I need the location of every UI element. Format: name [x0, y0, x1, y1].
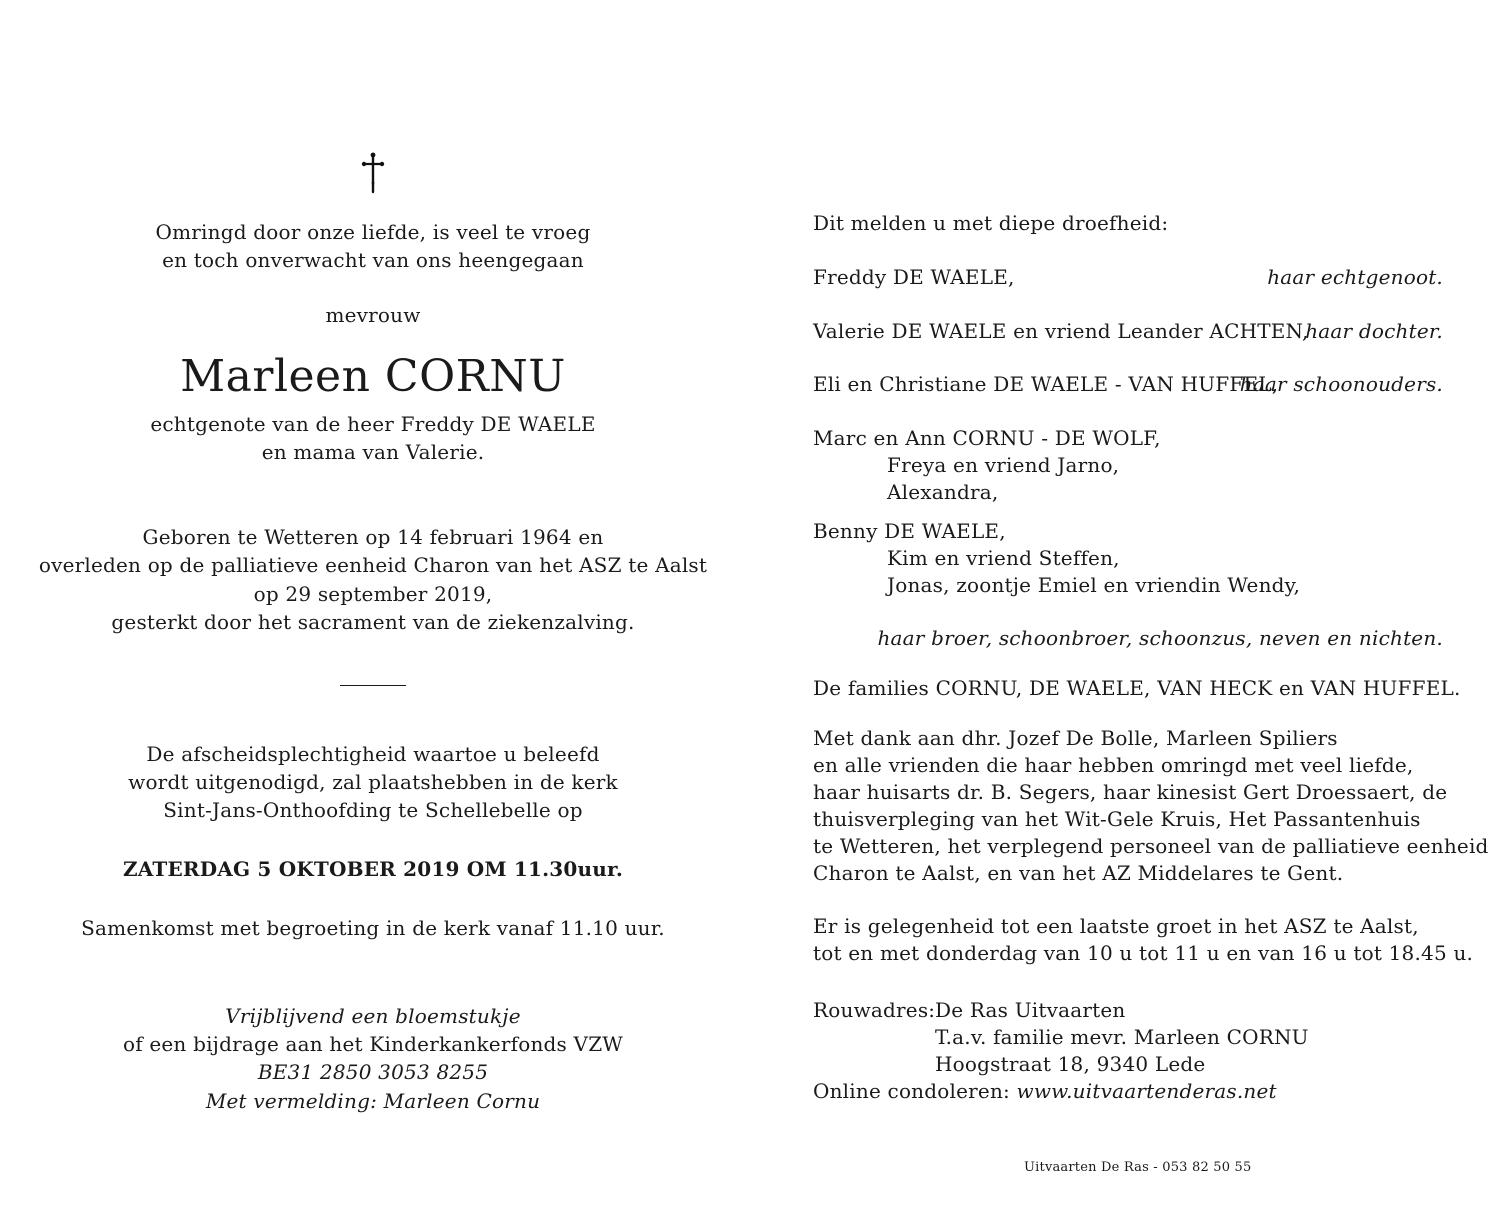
families-line: De families CORNU, DE WAELE, VAN HECK en VAN HUFFEL.	[813, 676, 1461, 700]
mourner-relation: haar dochter.	[1305, 319, 1443, 343]
announcement: Dit melden u met diepe droefheid:	[813, 211, 1169, 235]
donation-line-2: of een bijdrage aan het Kinderkankerfonds VZW	[122, 1032, 624, 1056]
thanks-line: te Wetteren, het verplegend personeel van de palliatieve eenheid	[813, 834, 1489, 858]
intro-line-2: en toch onverwacht van ons heengegaan	[162, 248, 584, 272]
ceremony-date: ZATERDAG 5 OKTOBER 2019 OM 11.30uur.	[122, 857, 624, 881]
thanks-line: haar huisarts dr. B. Segers, haar kinesist Gert Droessaert, de	[813, 780, 1448, 804]
thanks-line: Charon te Aalst, en van het AZ Middelares te Gent.	[813, 861, 1344, 885]
birth-death-line-3: op 29 september 2019,	[253, 582, 493, 606]
intro-line-1: Omringd door onze liefde, is veel te vroeg	[155, 220, 591, 244]
family-child: Jonas, zoontje Emiel en vriendin Wendy,	[887, 573, 1301, 597]
footer-contact: Uitvaarten De Ras - 053 82 50 55	[1024, 1160, 1252, 1175]
spouse-line-2: en mama van Valerie.	[261, 440, 485, 464]
mourner-relation: haar echtgenoot.	[1267, 265, 1443, 289]
family-child: Freya en vriend Jarno,	[887, 453, 1120, 477]
address-line: T.a.v. familie mevr. Marleen CORNU	[935, 1025, 1309, 1049]
siblings-relation: haar broer, schoonbroer, schoonzus, neven en nichten.	[877, 626, 1443, 650]
ceremony-line-1: De afscheidsplechtigheid waartoe u beleefd	[146, 742, 600, 766]
address-line: Hoogstraat 18, 9340 Lede	[935, 1052, 1206, 1076]
thanks-line: en alle vrienden die haar hebben omringd met veel liefde,	[813, 753, 1414, 777]
family-child: Kim en vriend Steffen,	[887, 546, 1120, 570]
family-child: Alexandra,	[887, 480, 999, 504]
farewell-line-1: Er is gelegenheid tot een laatste groet in het ASZ te Aalst,	[813, 914, 1419, 938]
mourner-name: Eli en Christiane DE WAELE - VAN HUFFEL,	[813, 372, 1279, 396]
mourner-relation: haar schoonouders.	[1239, 372, 1443, 396]
birth-death-line-2: overleden op de palliatieve eenheid Charon van het ASZ te Aalst	[38, 553, 708, 577]
thanks-line: thuisverpleging van het Wit-Gele Kruis, Het Passantenhuis	[813, 807, 1421, 831]
spouse-line-1: echtgenote van de heer Freddy DE WAELE	[150, 412, 596, 436]
farewell-line-2: tot en met donderdag van 10 u tot 11 u en van 16 u tot 18.45 u.	[813, 941, 1474, 965]
thanks-line: Met dank aan dhr. Jozef De Bolle, Marleen Spiliers	[813, 726, 1338, 750]
ceremony-line-2: wordt uitgenodigd, zal plaatshebben in de kerk	[128, 770, 618, 794]
mourner-name: Valerie DE WAELE en vriend Leander ACHTEN,	[813, 319, 1309, 343]
online-url-link[interactable]: www.uitvaartenderas.net	[1016, 1079, 1277, 1103]
online-condolence	[813, 1077, 1277, 1105]
gathering-info: Samenkomst met begroeting in de kerk vanaf 11.10 uur.	[81, 916, 665, 940]
address-label: Rouwadres:	[813, 998, 936, 1022]
address-line: De Ras Uitvaarten	[935, 998, 1126, 1022]
birth-death-line-1: Geboren te Wetteren op 14 februari 1964 en	[142, 525, 604, 549]
donation-iban: BE31 2850 3053 8255	[257, 1060, 489, 1084]
family-head: Marc en Ann CORNU - DE WOLF,	[813, 426, 1161, 450]
birth-death-line-4: gesterkt door het sacrament van de ziekenzalving.	[111, 610, 635, 634]
ceremony-line-3: Sint-Jans-Onthoofding te Schellebelle op	[163, 798, 583, 822]
deceased-name: Marleen CORNU	[180, 351, 566, 402]
cross-icon	[358, 152, 388, 194]
family-head: Benny DE WAELE,	[813, 519, 1006, 543]
salutation: mevrouw	[325, 303, 421, 327]
donation-line-1: Vrijblijvend een bloemstukje	[225, 1004, 521, 1028]
donation-reference: Met vermelding: Marleen Cornu	[205, 1089, 541, 1113]
online-label: Online condoleren:	[813, 1079, 1010, 1103]
mourner-name: Freddy DE WAELE,	[813, 265, 1015, 289]
divider	[340, 685, 406, 686]
